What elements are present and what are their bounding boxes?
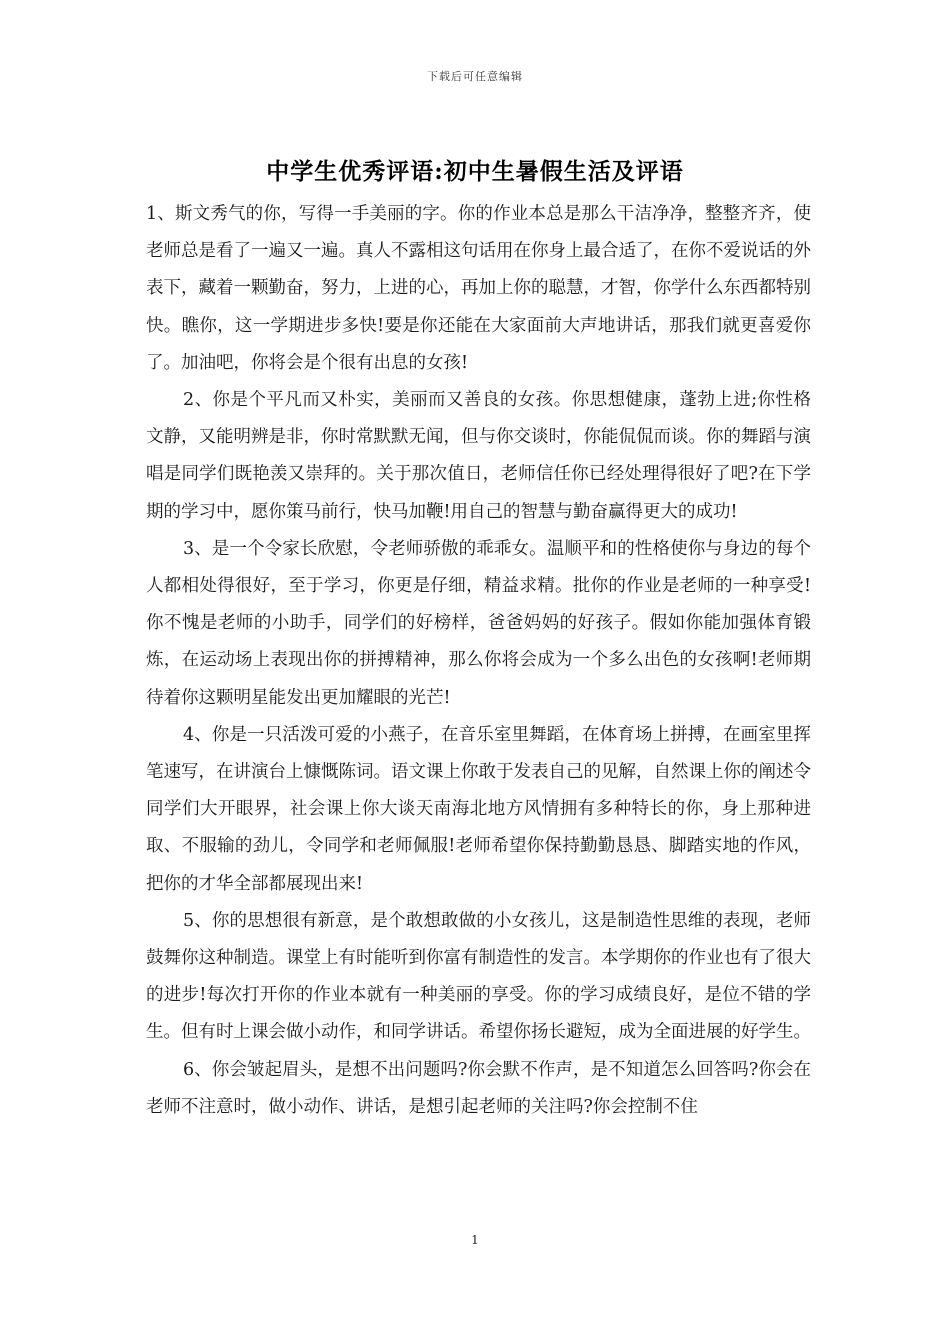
paragraph-1: 1、斯文秀气的你，写得一手美丽的字。你的作业本总是那么干洁净净，整整齐齐，使老师总是看了一遍又一遍。真人不露相这句话用在你身上最合适了，在你不爱说话的外表下，藏着一颗勤奋，努力，上进的心，再加上你的聪慧，才智，你学什么东西都特别快。瞧你，这一学期进步多快!要是你还能在大家面前大声地讲话，那我们就更喜爱你了。加油吧，你将会是个很有出息的女孩! xyxy=(146,204,811,373)
paragraph-4: 4、你是一只活泼可爱的小燕子，在音乐室里舞蹈，在体育场上拼搏，在画室里挥笔速写，在讲演台上慷慨陈词。语文课上你敢于发表自己的见解，自然课上你的阐述令同学们大开眼界，社会课上你大谈天南海北地方风情拥有多种特长的你，身上那种进取、不服输的劲儿，令同学和老师佩服!老师希望你保持勤勤恳恳、脚踏实地的作风，把你的才华全部都展现出来! xyxy=(146,724,811,894)
paragraph-3: 3、是一个令家长欣慰，令老师骄傲的乖乖女。温顺平和的性格使你与身边的每个人都相处得很好，至于学习，你更是仔细，精益求精。批你的作业是老师的一种享受!你不愧是老师的小助手，同学们的好榜样，爸爸妈妈的好孩子。假如你能加强体育锻炼，在运动场上表现出你的拼搏精神，那么你将会成为一个多么出色的女孩啊!老师期待着你这颗明星能发出更加耀眼的光芒! xyxy=(146,538,811,708)
page-number: 1 xyxy=(471,1233,479,1247)
paragraph-2: 2、你是个平凡而又朴实，美丽而又善良的女孩。你思想健康，蓬勃上进;你性格文静，又能明辨是非，你时常默默无闻，但与你交谈时，你能侃侃而谈。你的舞蹈与演唱是同学们既艳羡又崇拜的。关于那次值日，老师信任你已经处理得很好了吧?在下学期的学习中，愿你策马前行，快马加鞭!用自己的智慧与勤奋赢得更大的成功! xyxy=(146,390,811,522)
paragraph-5: 5、你的思想很有新意，是个敢想敢做的小女孩儿，这是制造性思维的表现，老师鼓舞你这种制造。课堂上有时能听到你富有制造性的发言。本学期你的作业也有了很大的进步!每次打开你的作业本就有一种美丽的享受。你的学习成绩良好，是位不错的学生。但有时上课会做小动作，和同学讲话。希望你扬长避短，成为全面进展的好学生。 xyxy=(146,910,811,1043)
paragraph-6: 6、你会皱起眉头，是想不出问题吗?你会默不作声，是不知道怎么回答吗?你会在老师不注意时，做小动作、讲话，是想引起老师的关注吗?你会控制不住 xyxy=(146,1059,811,1117)
header-note: 下载后可任意编辑 xyxy=(427,70,523,83)
document-body xyxy=(146,196,811,1126)
document-title: 中学生优秀评语:初中生暑假生活及评语 xyxy=(266,158,684,185)
